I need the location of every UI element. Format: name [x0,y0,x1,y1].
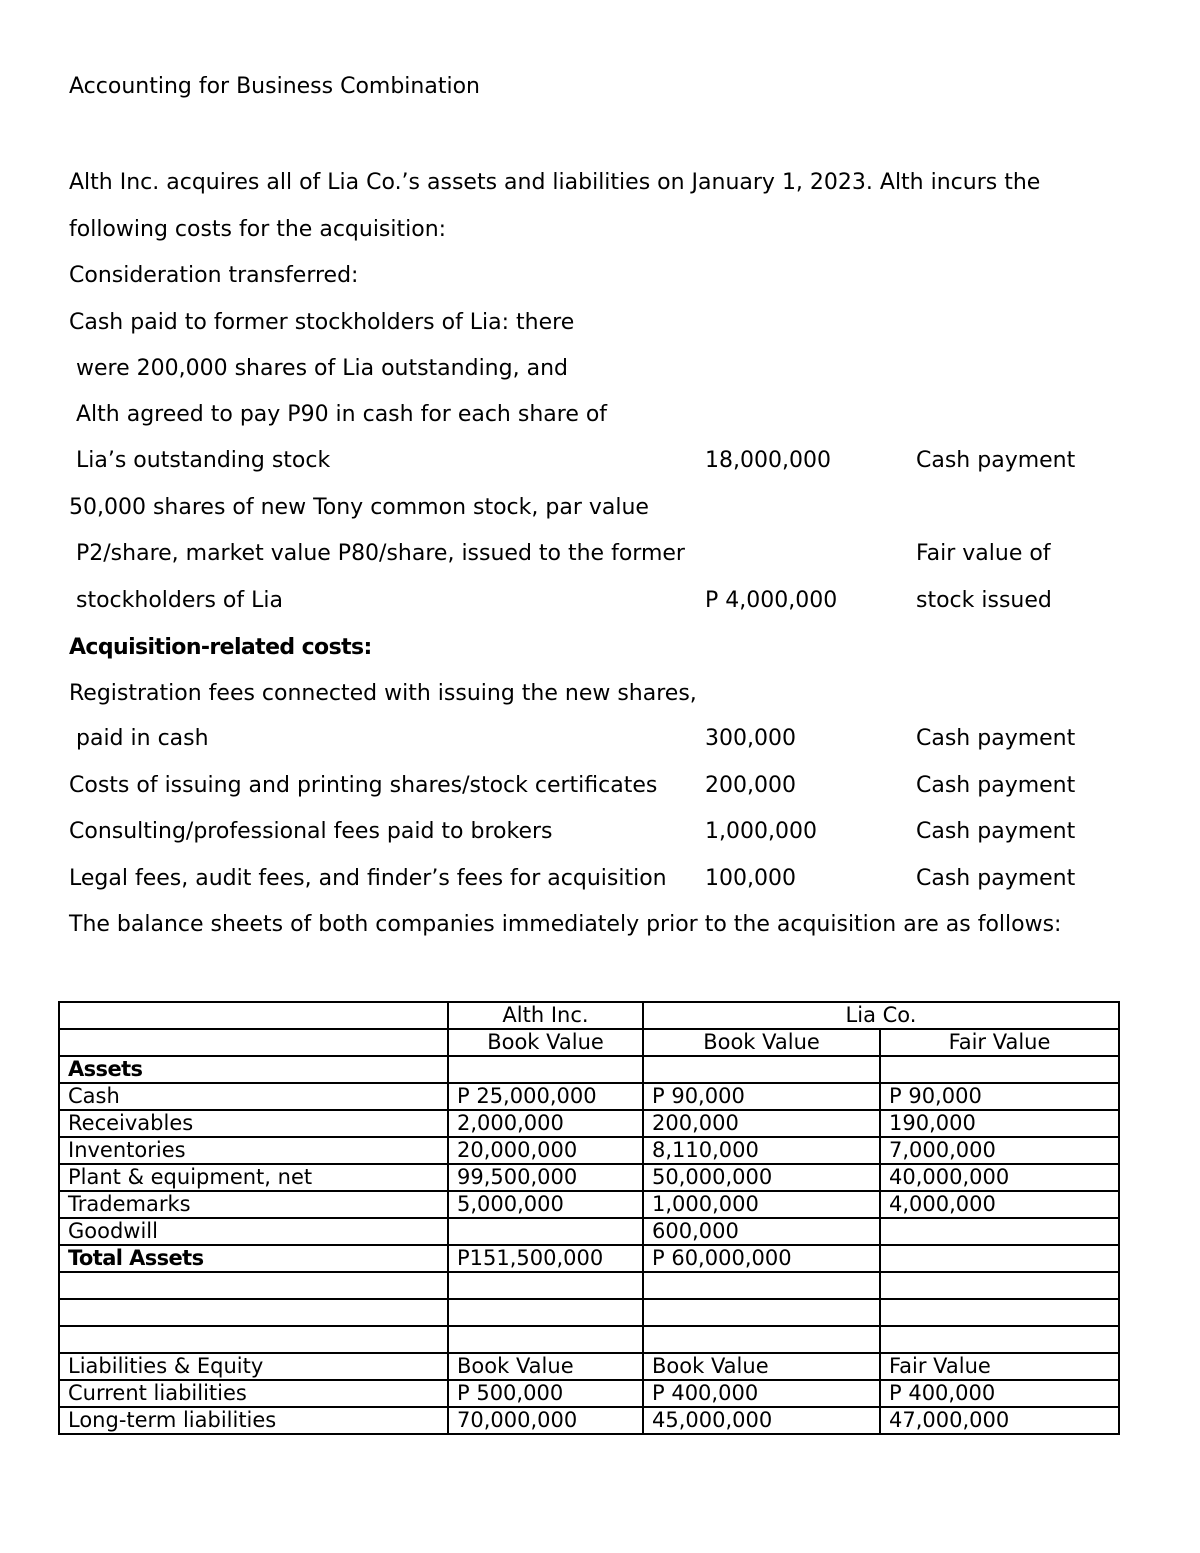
table-cell: P 400,000 [643,1380,880,1407]
table-cell [643,1326,880,1353]
cost-item-label: Legal fees, audit fees, and finder’s fees for acquisition [69,866,667,891]
assets-heading: Assets [59,1056,448,1083]
registration-line-2: paid in cash [76,726,209,751]
column-header: Book Value [448,1029,643,1056]
empty-row [59,1299,1119,1326]
table-cell: 7,000,000 [880,1137,1119,1164]
table-cell: 45,000,000 [643,1407,880,1434]
table-cell: P 90,000 [643,1083,880,1110]
registration-line-1: Registration fees connected with issuing the new shares, [69,681,697,706]
table-row [59,1380,1119,1407]
table-cell: 99,500,000 [448,1164,643,1191]
cost-item-note: Cash payment [916,866,1076,891]
balance-sheet-intro: The balance sheets of both companies immediately prior to the acquisition are as follows: [69,912,1062,937]
table-cell [880,1272,1119,1299]
page-title: Accounting for Business Combination [69,74,480,99]
table-cell: P 60,000,000 [643,1245,880,1272]
table-cell: 600,000 [643,1218,880,1245]
table-cell [880,1218,1119,1245]
table-row [59,1056,1119,1083]
table-cell [448,1326,643,1353]
table-row [59,1191,1119,1218]
table-cell [448,1056,643,1083]
table-cell [59,1029,448,1056]
stock-issued-amount: P 4,000,000 [705,588,838,613]
table-cell: 200,000 [643,1110,880,1137]
column-header: Book Value [643,1353,880,1380]
stock-issued-line-3: stockholders of Lia [76,588,283,613]
row-label: Inventories [59,1137,448,1164]
table-cell: 70,000,000 [448,1407,643,1434]
table-cell [448,1299,643,1326]
table-cell [880,1326,1119,1353]
registration-note: Cash payment [916,726,1076,751]
intro-line-2: following costs for the acquisition: [69,217,447,242]
stock-issued-line-2: P2/share, market value P80/share, issued to the former [76,541,685,566]
row-label: Liabilities & Equity [59,1353,448,1380]
table-cell [59,1272,448,1299]
table-cell [643,1272,880,1299]
cost-item-note: Cash payment [916,819,1076,844]
cost-item-label: Costs of issuing and printing shares/stock certificates [69,773,658,798]
cost-item-amount: 100,000 [705,866,796,891]
total-assets-label: Total Assets [59,1245,448,1272]
table-row [59,1110,1119,1137]
table-row [59,1407,1119,1434]
intro-line-1: Alth Inc. acquires all of Lia Co.’s assets and liabilities on January 1, 2023. Alth incurs the [69,170,1041,195]
table-row [59,1164,1119,1191]
table-subheader-row [59,1029,1119,1056]
table-row [59,1137,1119,1164]
table-cell [880,1299,1119,1326]
total-assets-row [59,1245,1119,1272]
table-cell [448,1272,643,1299]
table-cell: P 400,000 [880,1380,1119,1407]
column-header: Fair Value [880,1029,1119,1056]
row-label: Receivables [59,1110,448,1137]
cash-paid-amount: 18,000,000 [705,448,831,473]
company-header-alth: Alth Inc. [448,1002,643,1029]
cost-item-note: Cash payment [916,773,1076,798]
table-cell [643,1299,880,1326]
table-cell: 20,000,000 [448,1137,643,1164]
column-header: Book Value [643,1029,880,1056]
table-cell: P 90,000 [880,1083,1119,1110]
company-header-lia: Lia Co. [643,1002,1119,1029]
row-label: Cash [59,1083,448,1110]
table-cell [59,1326,448,1353]
empty-row [59,1272,1119,1299]
table-cell [880,1245,1119,1272]
table-row [59,1218,1119,1245]
cash-paid-line-3: Alth agreed to pay P90 in cash for each share of [76,402,608,427]
row-label: Plant & equipment, net [59,1164,448,1191]
row-label: Current liabilities [59,1380,448,1407]
registration-amount: 300,000 [705,726,796,751]
table-cell [880,1056,1119,1083]
cash-paid-note: Cash payment [916,448,1076,473]
table-cell [448,1218,643,1245]
table-cell: 47,000,000 [880,1407,1119,1434]
cash-paid-line-2: were 200,000 shares of Lia outstanding, and [76,356,568,381]
table-cell: P 25,000,000 [448,1083,643,1110]
column-header: Book Value [448,1353,643,1380]
table-cell: 40,000,000 [880,1164,1119,1191]
cash-paid-line-1: Cash paid to former stockholders of Lia: there [69,310,575,335]
table-cell [59,1002,448,1029]
column-header: Fair Value [880,1353,1119,1380]
cost-item-label: Consulting/professional fees paid to brokers [69,819,553,844]
table-cell: 190,000 [880,1110,1119,1137]
row-label: Long-term liabilities [59,1407,448,1434]
table-cell: 1,000,000 [643,1191,880,1218]
cost-item-amount: 1,000,000 [705,819,817,844]
row-label: Trademarks [59,1191,448,1218]
empty-row [59,1326,1119,1353]
row-label: Goodwill [59,1218,448,1245]
table-cell [643,1056,880,1083]
table-cell: P151,500,000 [448,1245,643,1272]
table-header-row [59,1002,1119,1029]
table-cell: 4,000,000 [880,1191,1119,1218]
table-cell: 50,000,000 [643,1164,880,1191]
table-cell: P 500,000 [448,1380,643,1407]
table-cell: 2,000,000 [448,1110,643,1137]
table-cell: 8,110,000 [643,1137,880,1164]
balance-sheet-table [58,1001,1120,1435]
stock-issued-line-1: 50,000 shares of new Tony common stock, par value [69,495,649,520]
liabilities-header-row [59,1353,1119,1380]
stock-issued-note-1: Fair value of [916,541,1051,566]
table-cell: 5,000,000 [448,1191,643,1218]
table-cell [59,1299,448,1326]
consideration-heading: Consideration transferred: [69,263,359,288]
stock-issued-note-2: stock issued [916,588,1052,613]
cost-item-amount: 200,000 [705,773,796,798]
acquisition-costs-heading: Acquisition-related costs: [69,635,372,660]
cash-paid-line-4: Lia’s outstanding stock [76,448,331,473]
table-row [59,1083,1119,1110]
